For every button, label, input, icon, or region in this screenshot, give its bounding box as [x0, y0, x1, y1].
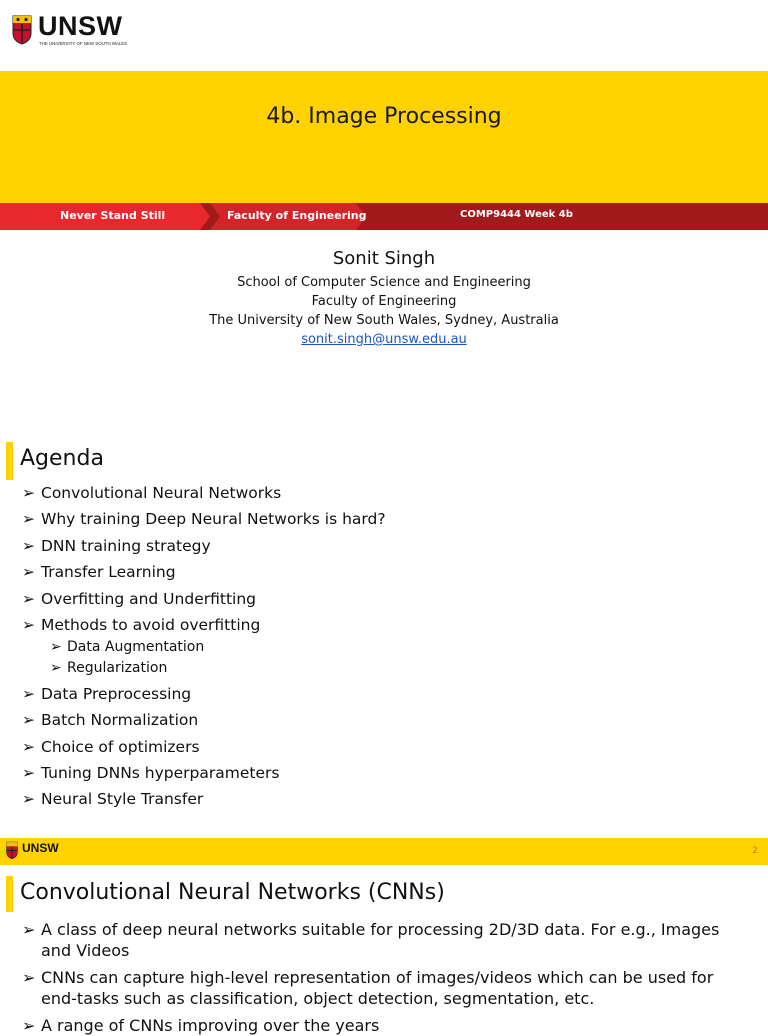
agenda-item: ➢ Transfer Learning	[22, 563, 176, 581]
agenda-item: ➢ Convolutional Neural Networks	[22, 484, 282, 502]
agenda-subitem: ➢ Data Augmentation	[50, 639, 205, 655]
tagline-course: COMP9444 Week 4b	[460, 209, 573, 220]
cnn-accent-bar	[6, 876, 13, 912]
page-number: 2	[752, 846, 758, 856]
unsw-logo	[12, 11, 142, 52]
cnn-bullet: ➢ CNNs can capture high-level representation of images/videos which can be used for end-tasks such as classification, object detection, segmentation, etc.	[22, 968, 714, 1008]
agenda-title: Agenda	[20, 446, 104, 471]
bullet-arrow-icon: ➢	[22, 968, 36, 987]
affiliation-faculty: Faculty of Engineering	[311, 294, 457, 309]
bullet-arrow-icon: ➢	[22, 537, 35, 555]
logo-subtext: THE UNIVERSITY OF NEW SOUTH WALES	[39, 41, 128, 46]
bullet-arrow-icon: ➢	[22, 711, 35, 729]
affiliation-university: The University of New South Wales, Sydney, Australia	[209, 313, 559, 328]
author-email-link[interactable]: sonit.singh@unsw.edu.au	[301, 332, 467, 347]
agenda-item: ➢ Why training Deep Neural Networks is hard?	[22, 510, 386, 528]
bullet-arrow-icon: ➢	[22, 738, 35, 756]
agenda-subitem: ➢ Regularization	[50, 660, 168, 676]
bullet-arrow-icon: ➢	[22, 1016, 36, 1035]
bullet-arrow-icon: ➢	[22, 920, 36, 939]
author-name: Sonit Singh	[332, 248, 436, 269]
unsw-crest-icon	[12, 15, 32, 45]
agenda-accent-bar	[6, 442, 13, 480]
bullet-arrow-icon: ➢	[22, 616, 35, 634]
agenda-item: ➢ Methods to avoid overfitting	[22, 616, 261, 634]
tagline-never-stand-still: Never Stand Still	[60, 209, 166, 222]
agenda-item: ➢ Data Preprocessing	[22, 685, 192, 703]
slide-footer-strip	[0, 838, 768, 865]
agenda-item: ➢ Choice of optimizers	[22, 738, 200, 756]
bullet-arrow-icon: ➢	[22, 563, 35, 581]
cnn-bullet: ➢ A range of CNNs improving over the years	[22, 1016, 380, 1035]
bullet-arrow-icon: ➢	[22, 484, 35, 502]
slide-title: 4b. Image Processing	[266, 104, 502, 129]
agenda-item: ➢ Batch Normalization	[22, 711, 199, 729]
cnn-bullet: ➢ A class of deep neural networks suitable for processing 2D/3D data. For e.g., Images and Videos	[22, 920, 720, 960]
agenda-item: ➢ DNN training strategy	[22, 537, 211, 555]
agenda-item: ➢ Neural Style Transfer	[22, 790, 204, 808]
title-band	[0, 71, 768, 203]
cnn-slide-title: Convolutional Neural Networks (CNNs)	[20, 880, 445, 905]
unsw-crest-icon	[6, 841, 18, 860]
agenda-item: ➢ Overfitting and Underfitting	[22, 590, 256, 608]
bullet-arrow-icon: ➢	[22, 685, 35, 703]
bullet-arrow-icon: ➢	[22, 790, 35, 808]
tagline-band	[0, 203, 768, 230]
tagline-faculty: Faculty of Engineering	[227, 209, 367, 222]
footer-logo-text: UNSW	[22, 841, 59, 855]
logo-wordmark: UNSW	[38, 11, 123, 41]
bullet-arrow-icon: ➢	[22, 510, 35, 528]
bullet-arrow-icon: ➢	[50, 660, 62, 676]
bullet-arrow-icon: ➢	[50, 639, 62, 655]
affiliation-school: School of Computer Science and Engineering	[237, 275, 531, 290]
agenda-item: ➢ Tuning DNNs hyperparameters	[22, 764, 280, 782]
bullet-arrow-icon: ➢	[22, 764, 35, 782]
bullet-arrow-icon: ➢	[22, 590, 35, 608]
